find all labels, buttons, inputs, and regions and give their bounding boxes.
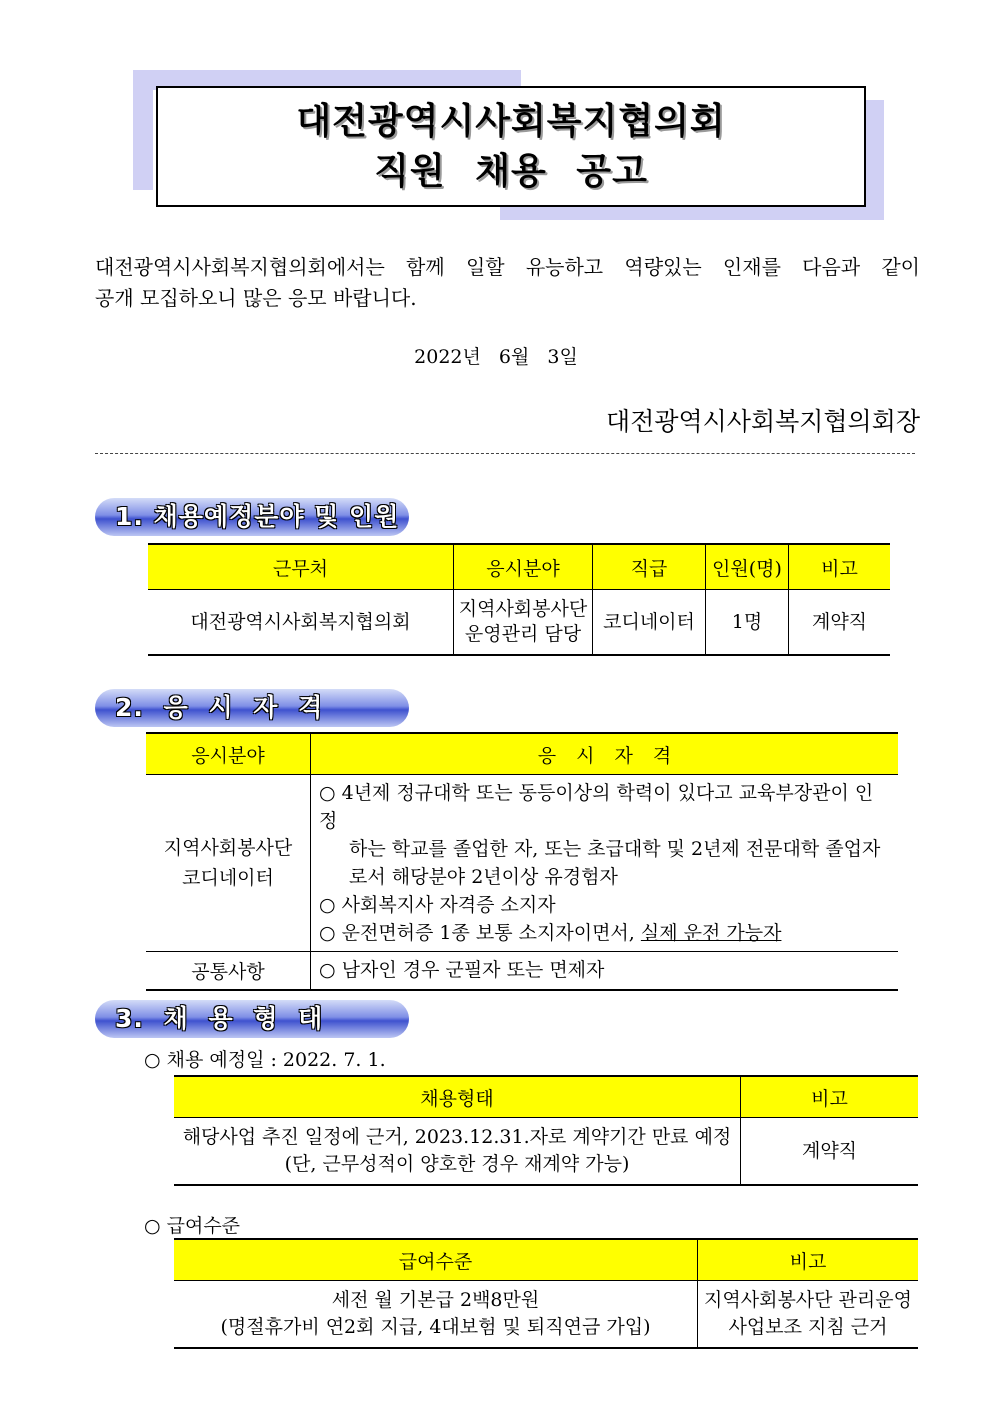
table-row — [174, 1118, 918, 1186]
cell-common-label: 공통사항 — [146, 952, 311, 990]
table-row — [174, 1281, 918, 1349]
cell-type — [174, 1118, 741, 1186]
cell-salary — [174, 1281, 698, 1349]
cell-common: ○ 남자인 경우 군필자 또는 면제자 — [311, 952, 899, 990]
salary-table — [174, 1238, 918, 1349]
cell-field — [146, 775, 311, 952]
cell-salary-line-1: 세전 월 기본급 2백8만원 — [331, 1289, 540, 1311]
cell-count: 1명 — [706, 590, 789, 656]
cell-note-line-1: 지역사회봉사단 관리운영 — [704, 1289, 912, 1311]
cell-workplace: 대전광역시사회복지협의회 — [148, 590, 454, 656]
section-2-header: 2. 응 시 자 격 — [95, 689, 409, 727]
col-header-field: 응시분야 — [146, 733, 311, 775]
title-shadow — [866, 100, 884, 220]
cell-salary-line-2: (명절휴가비 연2회 지급, 4대보험 및 퇴직연금 가입) — [220, 1316, 651, 1338]
col-header-workplace: 근무처 — [148, 544, 454, 590]
table-row — [146, 775, 898, 952]
qualification-table — [146, 732, 898, 991]
cell-type-line-1: 해당사업 추진 일정에 근거, 2023.12.31.자로 계약기간 만료 예정 — [182, 1126, 732, 1148]
table-row — [146, 952, 898, 990]
intro-line-1: 대전광역시사회복지협의회에서는 함께 일할 유능하고 역량있는 인재를 다음과 같이 — [95, 255, 920, 279]
cell-qualifications — [311, 775, 899, 952]
intro-line-2: 공개 모집하오니 많은 응모 바랍니다. — [95, 286, 417, 310]
cell-field-line-2: 코디네이터 — [182, 867, 274, 889]
recruitment-table — [148, 543, 890, 656]
title-line-1: 대전광역시사회복지협의회 — [296, 100, 726, 142]
col-header-qualification: 응 시 자 격 — [311, 733, 899, 775]
qualification-3 — [319, 919, 890, 947]
signature: 대전광역시사회복지협의회장 — [606, 407, 920, 436]
cell-note: 계약직 — [741, 1118, 919, 1186]
section-3-header: 3. 채 용 형 태 — [95, 1000, 409, 1038]
cell-field-line-2: 운영관리 담당 — [464, 623, 582, 645]
qualification-3-underlined: 실제 운전 가능자 — [640, 922, 782, 944]
qualification-3-text: ○ 운전면허증 1종 보통 소지자이면서, — [319, 922, 635, 944]
title-line-2: 직원 채용 공고 — [374, 150, 648, 192]
col-header-note: 비고 — [698, 1239, 919, 1281]
qualification-2: ○ 사회복지사 자격증 소지자 — [319, 894, 556, 916]
salary-bullet: ○ 급여수준 — [144, 1215, 241, 1237]
title-shadow — [133, 70, 153, 190]
cell-note — [698, 1281, 919, 1349]
col-header-note: 비고 — [789, 544, 891, 590]
announcement-date: 2022년 6월 3일 — [414, 346, 578, 368]
employment-type-table — [174, 1075, 918, 1186]
divider — [95, 453, 915, 454]
cell-rank: 코디네이터 — [593, 590, 706, 656]
col-header-type: 채용형태 — [174, 1076, 741, 1118]
cell-type-line-2: (단, 근무성적이 양호한 경우 재계약 가능) — [284, 1153, 630, 1175]
start-date-bullet: ○ 채용 예정일 : 2022. 7. 1. — [144, 1049, 386, 1071]
cell-note-line-2: 사업보조 지침 근거 — [728, 1316, 888, 1338]
qualification-1-cont: 하는 학교를 졸업한 자, 또는 초급대학 및 2년제 전문대학 졸업자 — [349, 838, 881, 860]
qualification-1: ○ 4년제 정규대학 또는 동등이상의 학력이 있다고 교육부장관이 인정 — [319, 782, 874, 832]
cell-field-line-1: 지역사회봉사단 — [163, 837, 293, 859]
cell-note: 계약직 — [789, 590, 891, 656]
section-1-header: 1. 채용예정분야 및 인원 — [95, 498, 409, 536]
cell-field-line-1: 지역사회봉사단 — [458, 598, 588, 620]
cell-field — [454, 590, 593, 656]
col-header-note: 비고 — [741, 1076, 919, 1118]
col-header-salary: 급여수준 — [174, 1239, 698, 1281]
table-row — [148, 590, 890, 656]
col-header-count: 인원(명) — [706, 544, 789, 590]
col-header-rank: 직급 — [593, 544, 706, 590]
qualification-1-cont: 로서 해당분야 2년이상 유경험자 — [349, 866, 618, 888]
title-box — [156, 86, 866, 207]
col-header-field: 응시분야 — [454, 544, 593, 590]
